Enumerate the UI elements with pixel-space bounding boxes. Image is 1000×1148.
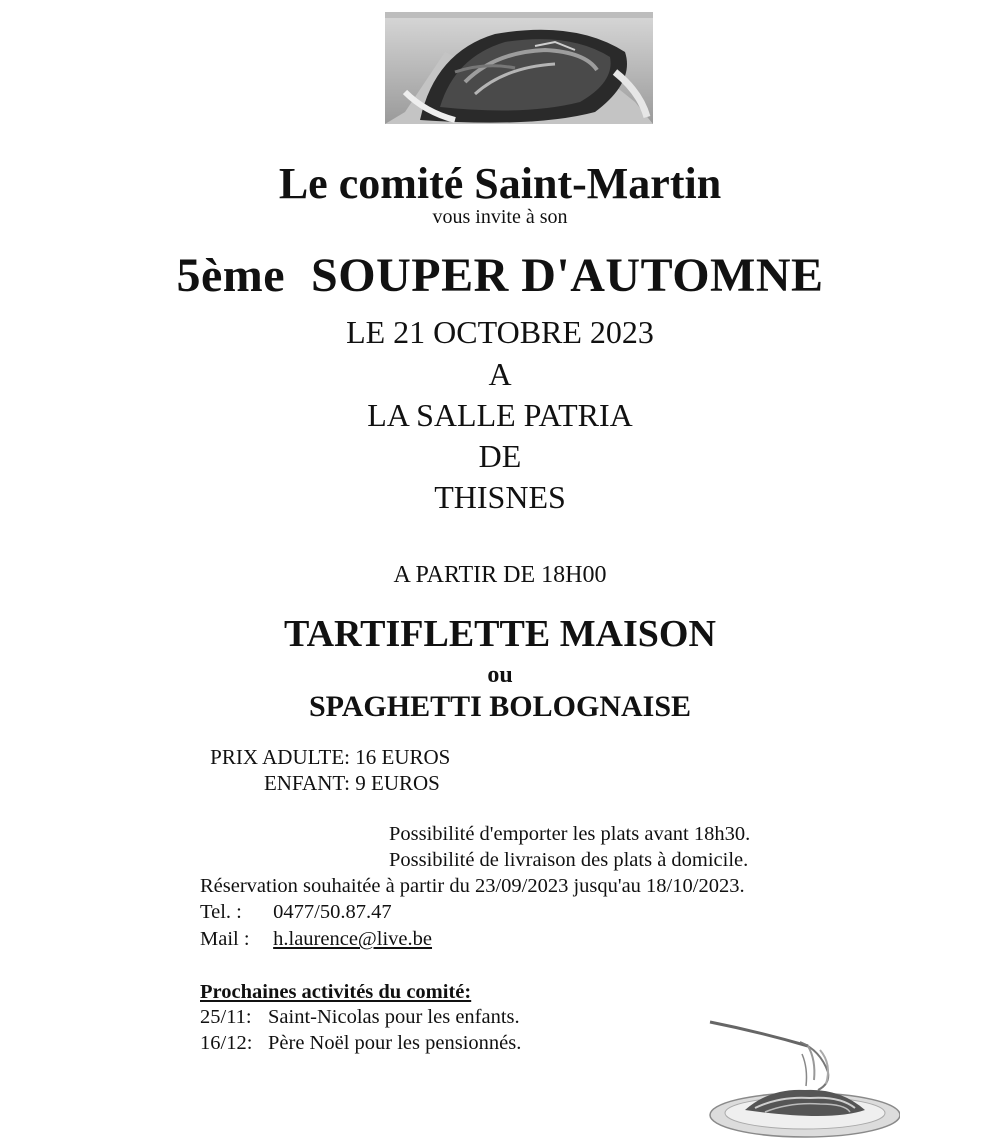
activities-heading: Prochaines activités du comité:	[200, 981, 472, 1003]
activity-item	[200, 1032, 521, 1055]
event-name: SOUPER D'AUTOMNE	[311, 249, 824, 302]
activity-text: Saint-Nicolas pour les enfants.	[268, 1006, 520, 1028]
activity-date: 16/12:	[200, 1032, 253, 1054]
location-town: THISNES	[434, 479, 566, 515]
menu-dish-spaghetti: SPAGHETTI BOLOGNAISE	[308, 690, 692, 723]
reservation-info: Réservation souhaitée à partir du 23/09/2023 jusqu'au 18/10/2023.	[200, 875, 745, 897]
delivery-info: Possibilité de livraison des plats à domicile.	[389, 849, 749, 871]
price-adult	[200, 745, 450, 770]
price-adult-value: 16 EUROS	[355, 745, 451, 769]
price-child-value: 9 EUROS	[355, 771, 440, 795]
location-a: A	[488, 356, 512, 392]
start-time: A PARTIR DE 18H00	[393, 562, 607, 588]
phone-label: Tel. :	[200, 901, 242, 923]
page-title: Le comité Saint-Martin	[278, 159, 722, 208]
tartiflette-dish-image	[385, 12, 653, 124]
event-edition: 5ème	[176, 249, 286, 302]
takeaway-info: Possibilité d'emporter les plats avant 18h30.	[389, 823, 751, 845]
event-title	[0, 248, 1000, 303]
menu-dish-tartiflette: TARTIFLETTE MAISON	[284, 613, 716, 655]
email-link[interactable]: h.laurence@live.be	[273, 928, 433, 950]
activity-date: 25/11:	[200, 1006, 252, 1028]
mail-line	[200, 928, 432, 951]
location-hall: LA SALLE PATRIA	[367, 397, 633, 433]
price-adult-label: PRIX ADULTE:	[210, 745, 350, 769]
menu-or: ou	[487, 662, 513, 688]
activity-item	[200, 1006, 520, 1029]
spaghetti-plate-image	[690, 1010, 900, 1140]
phone-line	[200, 901, 392, 924]
activity-text: Père Noël pour les pensionnés.	[268, 1032, 522, 1054]
event-date: LE 21 OCTOBRE 2023	[346, 314, 654, 350]
price-child	[200, 771, 440, 796]
subtitle: vous invite à son	[432, 206, 568, 228]
mail-label: Mail :	[200, 928, 250, 950]
location-de: DE	[478, 438, 522, 474]
phone-number[interactable]: 0477/50.87.47	[273, 901, 392, 923]
price-child-label: ENFANT:	[263, 771, 350, 795]
